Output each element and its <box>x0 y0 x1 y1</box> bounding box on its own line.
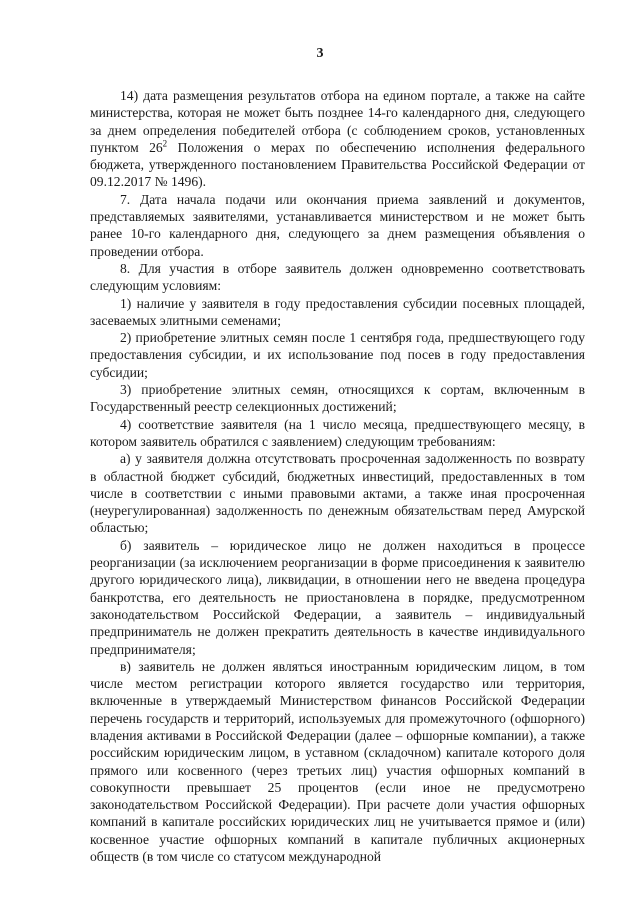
paragraph-item-14-tail: Положения о мерах по обеспечению исполнения федерального бюджета, утвержденного постановлением Правительства Российской Федерации от 09.12.2017 № 1496). <box>90 139 585 190</box>
paragraph-item-14 <box>90 87 585 191</box>
page-number: 3 <box>316 46 324 61</box>
document-body <box>90 87 585 865</box>
superscript-index: 2 <box>162 138 168 149</box>
condition-1: 1) наличие у заявителя в году предоставления субсидии посевных площадей, засеваемых элитными семенами; <box>90 295 585 328</box>
condition-4: 4) соответствие заявителя (на 1 число месяца, предшествующего месяцу, в котором заявитель обратился с заявлением) следующим требованиям: <box>90 416 585 449</box>
paragraph-7: 7. Дата начала подачи или окончания приема заявлений и документов, представляемых заявителями, устанавливается министерством и не может быть ранее 10-го календарного дня, следующего за днем размещения объявления о проведении отбора. <box>90 191 585 259</box>
requirement-v: в) заявитель не должен являться иностранным юридическим лицом, в том числе местом регистрации которого является государство или территория, включенные в утверждаемый Министерством финансов Российской Федерации перечень государств и территорий, используемых для промежуточного (офшорного) владения активами в Российской Федерации (далее – офшорные компании), а также российским юридическим лицом, в уставном (складочном) капитале которого доля прямого или косвенного (через третьих лиц) участия офшорных компаний в совокупности превышает 25 процентов (если иное не предусмотрено законодательством Российской Федерации). При расчете доли участия офшорных компаний в капитале российских юридических лиц не учитывается прямое и (или) косвенное участие офшорных компаний в капитале публичных акционерных обществ (в том числе со статусом международной <box>90 658 585 865</box>
requirement-b: б) заявитель – юридическое лицо не должен находиться в процессе реорганизации (за исключением реорганизации в форме присоединения к заявителю другого юридического лица), ликвидации, в отношении него не введена процедура банкротства, его деятельность не приостановлена в порядке, предусмотренном законодательством Российской Федерации, а заявитель – индивидуальный предприниматель не должен прекратить деятельность в качестве индивидуального предпринимателя; <box>90 537 585 657</box>
paragraph-item-14-text: 14) дата размещения результатов отбора на едином портале, а также на сайте министерства, которая не может быть позднее 14-го календарного дня, следующего за днем определения победителей отбора (с соблюдением сроков, установленных пунктом 26 <box>90 88 585 155</box>
paragraph-8: 8. Для участия в отборе заявитель должен одновременно соответствовать следующим условиям: <box>90 260 585 294</box>
requirement-a: а) у заявителя должна отсутствовать просроченная задолженность по возврату в областной бюджет субсидий, бюджетных инвестиций, предоставленных в том числе в соответствии с иными правовыми актами, а также иная просроченная (неурегулированная) задолженность по денежным обязательствам перед Амурской областью; <box>90 451 585 536</box>
condition-2: 2) приобретение элитных семян после 1 сентября года, предшествующего году предоставления субсидии, и их использование под посев в году предоставления субсидии; <box>90 330 585 380</box>
condition-3: 3) приобретение элитных семян, относящихся к сортам, включенным в Государственный реестр селекционных достижений; <box>90 382 585 415</box>
